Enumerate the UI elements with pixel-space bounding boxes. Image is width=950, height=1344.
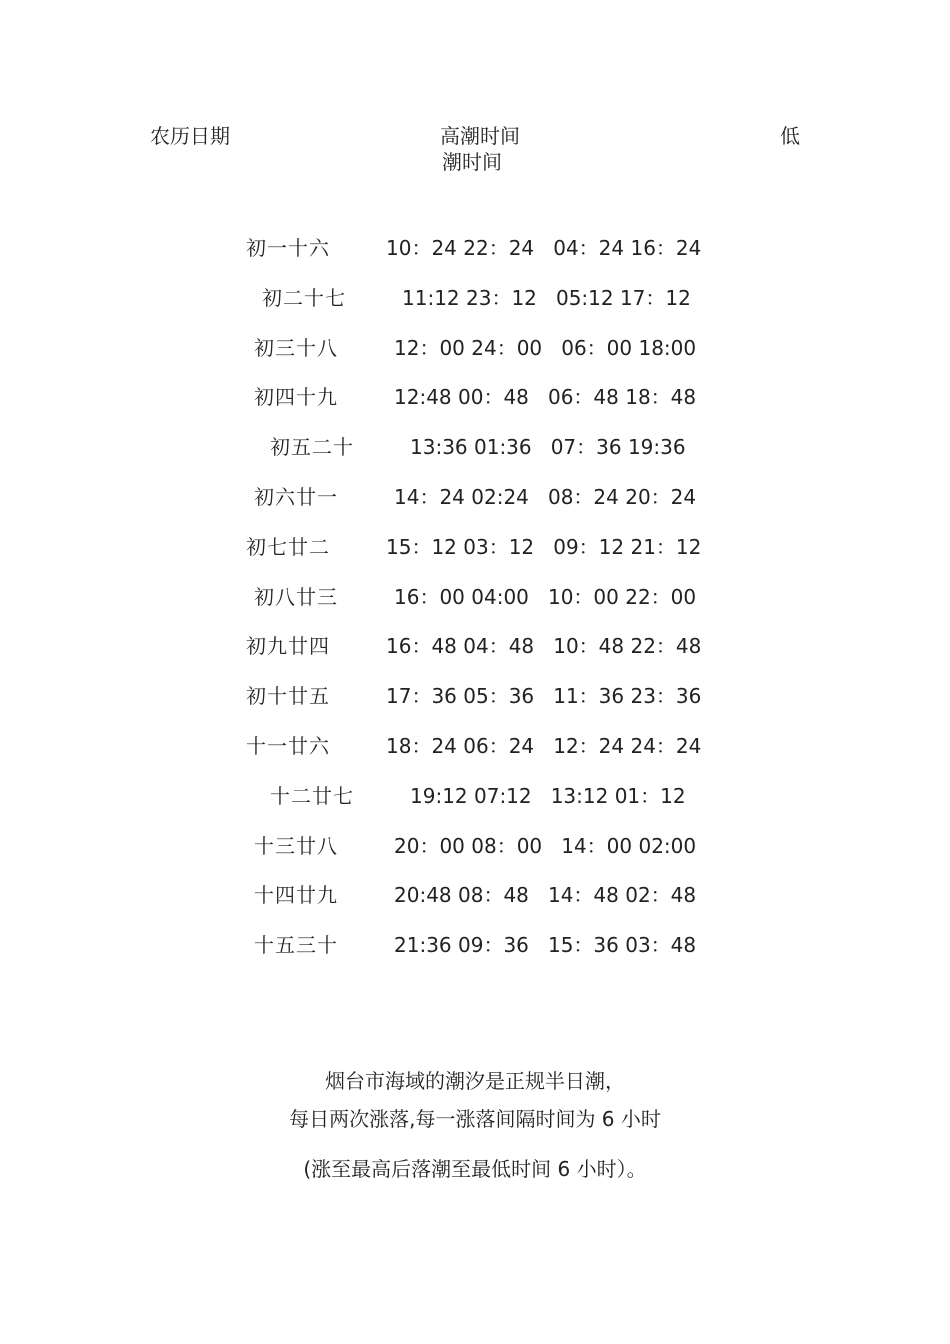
table-row bbox=[0, 581, 950, 631]
table-row bbox=[0, 531, 950, 581]
lunar-date: 十四廿九 bbox=[254, 883, 338, 908]
table-row bbox=[0, 680, 950, 730]
tide-table bbox=[0, 232, 950, 979]
lunar-date: 十一廿六 bbox=[246, 733, 330, 758]
lunar-date: 初五二十 bbox=[270, 435, 354, 460]
tide-times: 15：12 03：12 09：12 21：12 bbox=[386, 534, 702, 559]
table-row bbox=[0, 232, 950, 282]
table-row bbox=[0, 282, 950, 332]
tide-times: 10：24 22：24 04：24 16：24 bbox=[386, 236, 702, 260]
lunar-date: 初九廿四 bbox=[246, 634, 330, 659]
tide-times: 18：24 06：24 12：24 24：24 bbox=[386, 733, 702, 758]
lunar-date: 十五三十 bbox=[254, 933, 338, 958]
table-row bbox=[0, 780, 950, 830]
table-row bbox=[0, 830, 950, 880]
tide-times: 20：00 08：00 14：00 02:00 bbox=[394, 833, 697, 858]
note-line-1: 烟台市海域的潮汐是正规半日潮， bbox=[325, 1069, 625, 1093]
header-lunar-date: 农历日期 bbox=[150, 124, 230, 148]
tide-times: 14：24 02:24 08：24 20：24 bbox=[394, 484, 697, 509]
tide-times: 13:36 01:36 07：36 19:36 bbox=[410, 435, 686, 460]
tide-times: 20:48 08：48 14：48 02：48 bbox=[394, 883, 697, 908]
lunar-date: 初十廿五 bbox=[246, 684, 330, 709]
tide-times: 16：48 04：48 10：48 22：48 bbox=[386, 634, 702, 659]
header-low-tide-time-part2: 潮时间 bbox=[442, 150, 502, 174]
tide-times: 16：00 04:00 10：00 22：00 bbox=[394, 584, 697, 609]
table-row bbox=[0, 332, 950, 382]
lunar-date: 初二十七 bbox=[262, 285, 346, 310]
table-row bbox=[0, 431, 950, 481]
lunar-date: 初六廿一 bbox=[254, 484, 338, 509]
table-row bbox=[0, 381, 950, 431]
lunar-date: 初三十八 bbox=[254, 335, 338, 360]
lunar-date: 十三廿八 bbox=[254, 833, 338, 858]
tide-times: 12:48 00：48 06：48 18：48 bbox=[394, 385, 697, 410]
header-low-tide-time-part1: 低 bbox=[780, 124, 800, 148]
lunar-date: 初四十九 bbox=[254, 385, 338, 410]
table-row bbox=[0, 630, 950, 680]
tide-times: 17：36 05：36 11：36 23：36 bbox=[386, 684, 702, 709]
table-row bbox=[0, 730, 950, 780]
lunar-date: 初七廿二 bbox=[246, 534, 330, 559]
header-high-tide-time: 高潮时间 bbox=[440, 124, 520, 148]
lunar-date: 初一十六 bbox=[246, 236, 330, 260]
note-line-2: 每日两次涨落,每一涨落间隔时间为 6 小时 bbox=[289, 1107, 661, 1131]
table-row bbox=[0, 879, 950, 929]
lunar-date: 十二廿七 bbox=[270, 783, 354, 808]
table-row bbox=[0, 481, 950, 531]
tide-times: 12：00 24：00 06：00 18:00 bbox=[394, 335, 697, 360]
note-line-3: (涨至最高后落潮至最低时间 6 小时）。 bbox=[303, 1157, 647, 1181]
tide-times: 21:36 09：36 15：36 03：48 bbox=[394, 933, 697, 958]
lunar-date: 初八廿三 bbox=[254, 584, 338, 609]
table-row bbox=[0, 929, 950, 979]
tide-times: 11:12 23：12 05:12 17：12 bbox=[402, 285, 691, 310]
tide-times: 19:12 07:12 13:12 01：12 bbox=[410, 783, 686, 808]
